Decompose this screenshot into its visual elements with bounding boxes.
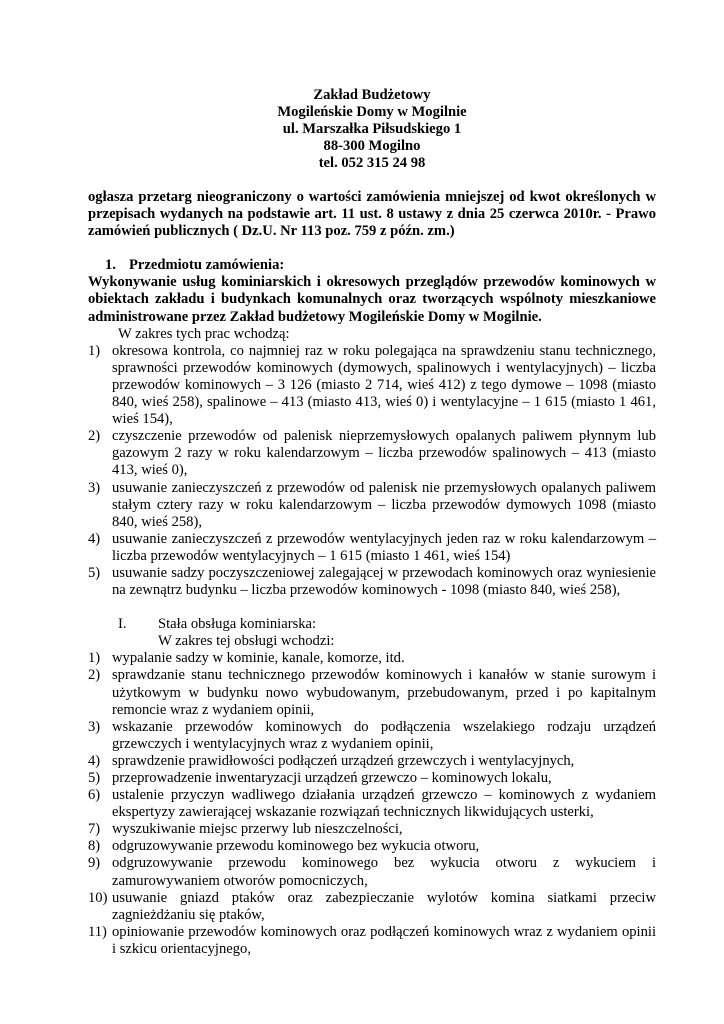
list-item — [88, 480, 656, 531]
list-item — [88, 565, 656, 599]
tender-announcement: ogłasza przetarg nieograniczony o wartości zamówienia mniejszej od kwot określonych w przepisach wydanych na podstawie art. 11 ust. 8 ustawy z dnia 25 czerwca 2010r. - Prawo zamówień publicznych ( Dz.U. Nr 113 poz. 759 z późn. zm.) — [88, 189, 656, 240]
section-2-number: I. — [118, 616, 127, 633]
list-item-number: 1) — [88, 650, 101, 667]
list-item-text: usuwanie sadzy poczyszczeniowej zalegającej w przewodach kominowych oraz wyniesienie na zewnątrz budynku – liczba przewodów kominowych - 1098 (miasto 840, wieś 258), — [112, 564, 656, 599]
org-subname: Mogileńskie Domy w Mogilnie — [277, 104, 467, 120]
list-item-text: sprawdzanie stanu technicznego przewodów kominowych i kanałów w stanie surowym i użytkowym w budynku nowo wybudowanym, przebudowanym, przed i po kapitalnym remoncie wraz z wydaniem opinii, — [112, 667, 656, 718]
list-item-number: 2) — [88, 428, 101, 445]
list-item-text: usuwanie zanieczyszczeń z przewodów wentylacyjnych jeden raz w roku kalendarzowym – liczba przewodów wentylacyjnych – 1 615 (miasto 1 461, wieś 154) — [112, 530, 656, 564]
section-2-scope-intro: W zakres tej obsługi wchodzi: — [158, 633, 335, 650]
list-item-number: 4) — [88, 530, 101, 547]
list-item-text: ustalenie przyczyn wadliwego działania urządzeń grzewczo – kominowych z wydaniem ekspertyzy zawierającej wskazanie rozwiązań technicznych likwidujących usterki, — [112, 787, 656, 821]
section-1-title: Przedmiotu zamówienia: — [129, 257, 285, 274]
list-item-number: 8) — [88, 838, 101, 855]
list-item-text: usuwanie zanieczyszczeń z przewodów od palenisk nie przemysłowych opalanych paliwem stałym cztery razy w roku kalendarzowym – liczba przewodów dymowych 1098 (miasto 840, wieś 258), — [112, 479, 656, 530]
document-page — [88, 87, 656, 958]
list-item — [88, 787, 656, 821]
section-1-list — [88, 343, 656, 599]
list-item — [88, 770, 656, 787]
list-item — [88, 343, 656, 428]
list-item-text: wskazanie przewodów kominowych do podłączenia wszelakiego rodzaju urządzeń grzewczych i wentylacyjnych wraz z wydaniem opinii, — [112, 718, 656, 752]
list-item-text: usuwanie gniazd ptaków oraz zabezpieczanie wylotów komina siatkami przeciw zagnieżdżaniu się ptaków, — [112, 889, 656, 923]
list-item — [88, 890, 656, 924]
list-item-number: 7) — [88, 821, 101, 838]
list-item-text: czyszczenie przewodów od palenisk nieprzemysłowych opalanych paliwem płynnym lub gazowym 2 razy w roku kalendarzowym – liczba przewodów spalinowych – 413 (miasto 413, wieś 0), — [112, 428, 656, 479]
list-item-text: odgruzowywanie przewodu kominowego bez wykucia otworu, — [112, 838, 480, 855]
list-item — [88, 650, 656, 667]
list-item-number: 4) — [88, 752, 101, 769]
section-1-heading — [88, 257, 656, 274]
list-item-number: 3) — [88, 718, 101, 735]
list-item — [88, 924, 656, 958]
letterhead — [88, 87, 656, 172]
list-item-text: wyszukiwanie miejsc przerwy lub nieszczelności, — [112, 821, 403, 838]
list-item-number: 2) — [88, 667, 101, 684]
org-street: ul. Marszałka Piłsudskiego 1 — [282, 121, 462, 137]
org-name: Zakład Budżetowy — [313, 87, 431, 103]
section-2-title: Stała obsługa kominiarska: — [158, 616, 317, 633]
list-item — [88, 719, 656, 753]
org-phone: tel. 052 315 24 98 — [318, 155, 426, 171]
list-item-number: 6) — [88, 787, 101, 804]
section-1-number: 1. — [105, 257, 116, 274]
list-item-number: 3) — [88, 479, 101, 496]
list-item-number: 9) — [88, 855, 101, 872]
list-item-text: sprawdzenie prawidłowości podłączeń urządzeń grzewczych i wentylacyjnych, — [112, 752, 575, 769]
list-item-number: 1) — [88, 342, 101, 359]
section-1-scope-intro: W zakres tych prac wchodzą: — [118, 325, 290, 342]
list-item — [88, 428, 656, 479]
list-item — [88, 531, 656, 565]
list-item-number: 5) — [88, 564, 101, 581]
list-item-number: 10) — [88, 889, 108, 906]
org-postal-city: 88-300 Mogilno — [323, 138, 421, 154]
list-item-text: wypalanie sadzy w kominie, kanale, komorze, itd. — [112, 650, 405, 667]
order-subject: Wykonywanie usług kominiarskich i okresowych przeglądów przewodów kominowych w obiektach zakładu i budynkach komunalnych oraz tworzących wspólnoty mieszkaniowe administrowane przez Zakład budżetowy Mogileńskie Domy w Mogilnie. — [88, 274, 656, 325]
list-item — [88, 753, 656, 770]
list-item-text: odgruzowywanie przewodu kominowego bez wykucia otworu z wykuciem i zamurowywaniem otworów pomocniczych, — [112, 855, 656, 889]
list-item — [88, 838, 656, 855]
list-item-text: przeprowadzenie inwentaryzacji urządzeń grzewczo – kominowych lokalu, — [112, 770, 552, 786]
list-item — [88, 667, 656, 718]
list-item-number: 5) — [88, 770, 101, 786]
section-2-list — [88, 650, 656, 958]
section-2-heading — [88, 616, 656, 633]
list-item-number: 11) — [88, 923, 107, 940]
list-item-text: okresowa kontrola, co najmniej raz w roku polegająca na sprawdzeniu stanu technicznego, sprawności przewodów kominowych (dymowych, spalinowych i wentylacyjnych) – liczba przewodów kominowych – 3 126 (miasto 2 714, wieś 412) z tego dymowe – 1098 (miasto 840, wieś 258), spalinowe – 413 (miasto 413, wieś 0) i wentylacyjne – 1 615 (miasto 1 461, wieś 154), — [112, 342, 656, 428]
list-item — [88, 821, 656, 838]
list-item — [88, 855, 656, 889]
list-item-text: opiniowanie przewodów kominowych oraz podłączeń kominowych wraz z wydaniem opinii i szkicu orientacyjnego, — [112, 923, 656, 957]
